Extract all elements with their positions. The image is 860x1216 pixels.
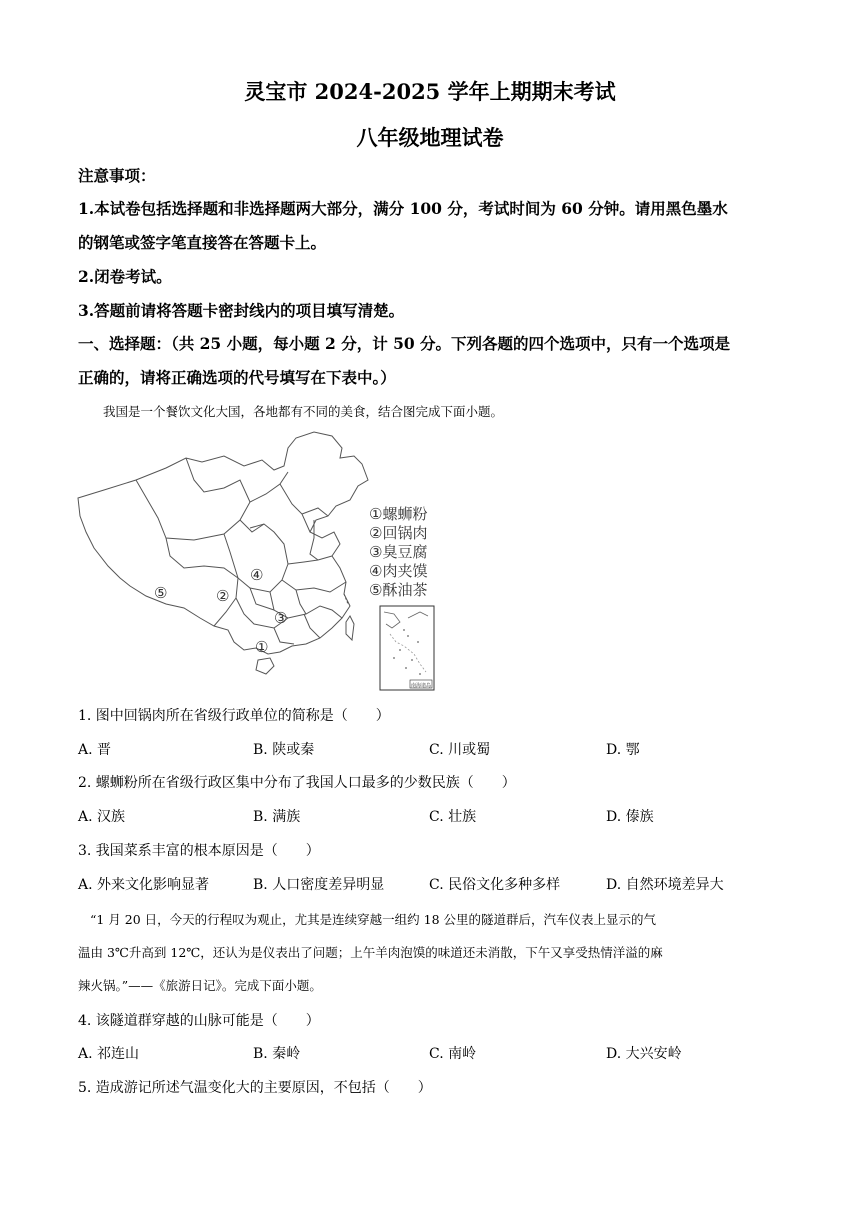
legend-item-1: ①螺蛳粉 [369, 505, 428, 523]
q2-option-c: C. 壮族 [429, 809, 477, 825]
inset-label: 南海诸岛 [411, 683, 432, 689]
exam-subtitle: 八年级地理试卷 [356, 125, 504, 150]
notice-item-3: 3.答题前请将答题卡密封线内的项目填写清楚。 [78, 301, 405, 320]
q1-option-b: B. 陕或秦 [253, 742, 315, 758]
notice-heading: 注意事项： [78, 166, 156, 185]
legend-item-2: ②回锅肉 [369, 524, 428, 542]
question-5-stem: 5. 造成游记所述气温变化大的主要原因，不包括（ ） [78, 1080, 432, 1096]
china-food-map [74, 428, 454, 694]
passage-line-1: “1 月 20 日，今天的行程叹为观止，尤其是连续穿越一组约 18 公里的隧道群后，汽车仪表上显示的气 [90, 912, 657, 927]
map-marker-4: ④ [250, 566, 264, 584]
passage-line-3: 辣火锅。”——《旅游日记》。完成下面小题。 [78, 978, 322, 993]
q3-option-b: B. 人口密度差异明显 [253, 877, 385, 893]
question-1-stem: 1. 图中回锅肉所在省级行政单位的简称是（ ） [78, 708, 390, 724]
section-heading-cont: 正确的，请将正确选项的代号填写在下表中。） [78, 368, 396, 387]
intro-text: 我国是一个餐饮文化大国，各地都有不同的美食，结合图完成下面小题。 [103, 404, 504, 419]
question-3-stem: 3. 我国菜系丰富的根本原因是（ ） [78, 843, 320, 859]
q4-option-d: D. 大兴安岭 [606, 1046, 682, 1062]
map-marker-3: ③ [274, 609, 288, 627]
legend-item-3: ③臭豆腐 [369, 543, 428, 561]
section-heading: 一、选择题：（共 25 小题，每小题 2 分，计 50 分。下列各题的四个选项中，只有一个选项是 [78, 334, 731, 353]
q3-option-c: C. 民俗文化多种多样 [429, 877, 561, 893]
map-outline [78, 432, 368, 654]
exam-title: 灵宝市 2024-2025 学年上期期末考试 [244, 79, 616, 104]
map-marker-2: ② [216, 587, 230, 605]
question-4-stem: 4. 该隧道群穿越的山脉可能是（ ） [78, 1013, 320, 1029]
map-marker-5: ⑤ [154, 584, 168, 602]
question-2-stem: 2. 螺蛳粉所在省级行政区集中分布了我国人口最多的少数民族（ ） [78, 775, 516, 791]
passage-line-2: 温由 3℃升高到 12℃，还认为是仪表出了问题；上午羊肉泡馍的味道还未消散，下午又享受热情洋溢的麻 [78, 945, 663, 960]
q1-option-c: C. 川或蜀 [429, 742, 491, 758]
q3-option-d: D. 自然环境差异大 [606, 877, 724, 893]
q2-option-d: D. 傣族 [606, 809, 654, 825]
q3-option-a: A. 外来文化影响显著 [78, 877, 210, 893]
map-marker-1: ① [255, 638, 269, 656]
q2-option-a: A. 汉族 [78, 809, 126, 825]
south-china-sea-inset [380, 606, 434, 690]
q4-option-c: C. 南岭 [429, 1046, 477, 1062]
q4-option-a: A. 祁连山 [78, 1046, 140, 1062]
legend-item-5: ⑤酥油茶 [369, 581, 428, 599]
q1-option-a: A. 晋 [78, 742, 112, 758]
q4-option-b: B. 秦岭 [253, 1046, 301, 1062]
notice-item-1-cont: 的钢笔或签字笔直接答在答题卡上。 [78, 233, 327, 252]
notice-item-2: 2.闭卷考试。 [78, 267, 172, 286]
legend-item-4: ④肉夹馍 [369, 562, 428, 580]
q1-option-d: D. 鄂 [606, 742, 640, 758]
notice-item-1: 1.本试卷包括选择题和非选择题两大部分，满分 100 分，考试时间为 60 分钟。请用黑色墨水 [78, 199, 728, 218]
q2-option-b: B. 满族 [253, 809, 301, 825]
